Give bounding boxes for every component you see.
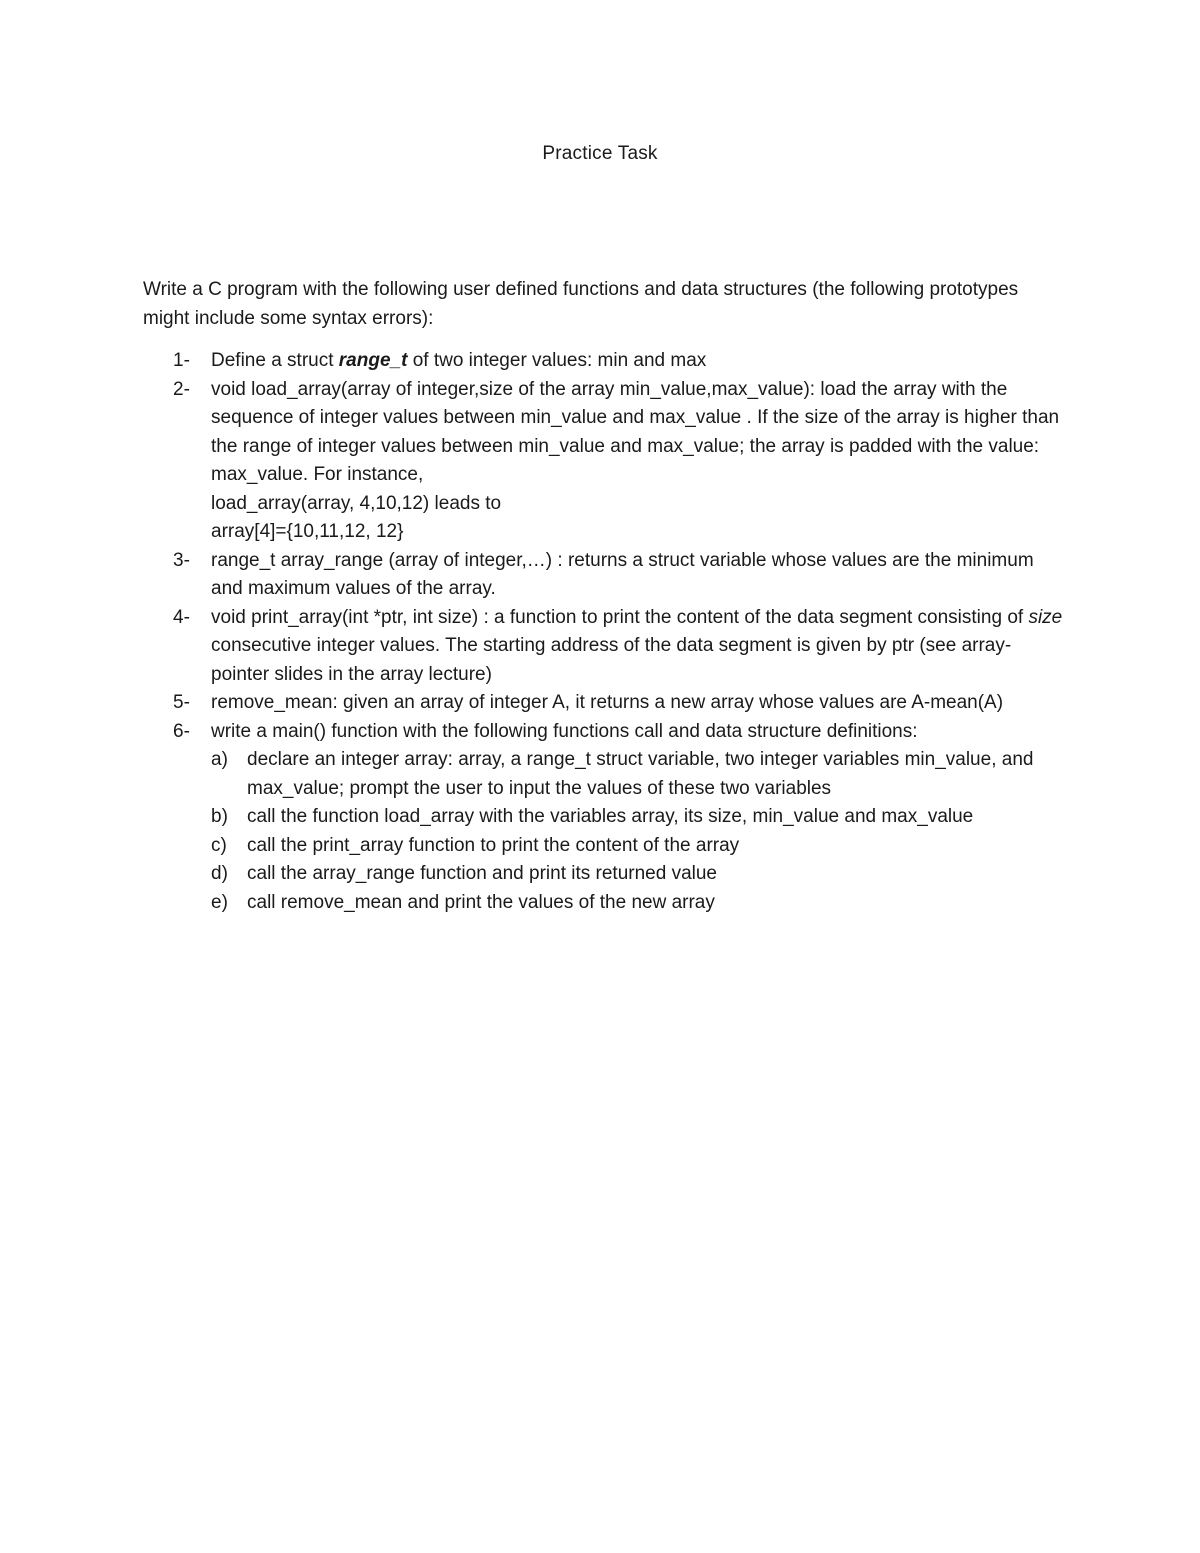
sub-list-item <box>211 889 1063 918</box>
list-item-text-post: of two integer values: min and max <box>407 350 707 371</box>
list-item <box>143 376 1063 547</box>
sub-list-item-text: call the array_range function and print its returned value <box>247 863 717 884</box>
list-item-number: 6- <box>173 720 190 742</box>
list-item-text-pre: void print_array(int *ptr, int size) : a function to print the content of the data segment consisting of <box>211 606 1029 628</box>
sub-list-item <box>211 803 1063 832</box>
list-item-text: remove_mean: given an array of integer A, it returns a new array whose values are A-mean(A) <box>211 692 1004 713</box>
list-item-number: 1- <box>173 350 190 371</box>
sub-list-item-text: declare an integer array: array, a range_t struct variable, two integer variables min_value, and max_value; prompt the user to input the values of these two variables <box>247 749 1034 799</box>
sub-list-item-text: call the print_array function to print the content of the array <box>247 834 740 856</box>
sub-list-item <box>211 832 1063 861</box>
sub-list-item <box>211 860 1063 889</box>
list-item-text: void load_array(array of integer,size of the array min_value,max_value): load the array with the sequence of integer values between min_value and max_value . If the size of the array is higher than the range of integer values between min_value and max_value; the array is padded with the value: max_value. For instance, <box>211 378 1060 485</box>
example-line: array[4]={10,11,12, 12} <box>211 521 404 542</box>
list-item-number: 3- <box>173 549 190 571</box>
sub-list-item-text: call the function load_array with the variables array, its size, min_value and max_value <box>247 806 974 827</box>
intro-paragraph: Write a C program with the following user defined functions and data structures (the following prototypes might include some syntax errors): <box>143 279 1019 329</box>
list-item-text-post: consecutive integer values. The starting address of the data segment is given by ptr (see array- pointer slides in the array lecture) <box>211 635 1012 685</box>
list-item-text-pre: Define a struct <box>211 350 339 371</box>
example-line: load_array(array, 4,10,12) leads to <box>211 492 502 514</box>
page-title: Practice Task <box>542 143 658 164</box>
sub-list-item-letter: b) <box>211 806 228 827</box>
sub-list-item-text: call remove_mean and print the values of the new array <box>247 891 715 913</box>
size-emphasis: size <box>1028 606 1063 628</box>
list-item-text: range_t array_range (array of integer,…) : returns a struct variable whose values are the minimum and maximum values of the array. <box>211 549 1034 599</box>
sub-list-item-letter: d) <box>211 863 228 884</box>
sub-list-item-letter: a) <box>211 749 228 770</box>
list-item-number: 4- <box>173 606 190 628</box>
struct-name-emphasis: range_t <box>338 350 408 371</box>
list-item-text <box>211 604 1063 690</box>
list-item-number: 2- <box>173 378 190 400</box>
sub-list-item-letter: c) <box>211 834 227 856</box>
task-list <box>143 347 1063 917</box>
list-item <box>143 604 1063 690</box>
sub-list-item <box>211 746 1063 803</box>
list-item-text: write a main() function with the following functions call and data structure definitions: <box>211 720 918 742</box>
list-item <box>143 547 1063 604</box>
list-item <box>143 689 1063 718</box>
list-item-number: 5- <box>173 692 190 713</box>
list-item <box>143 718 1063 918</box>
list-item-text <box>211 347 1063 376</box>
list-item <box>143 347 1063 376</box>
sub-list-item-letter: e) <box>211 891 228 913</box>
